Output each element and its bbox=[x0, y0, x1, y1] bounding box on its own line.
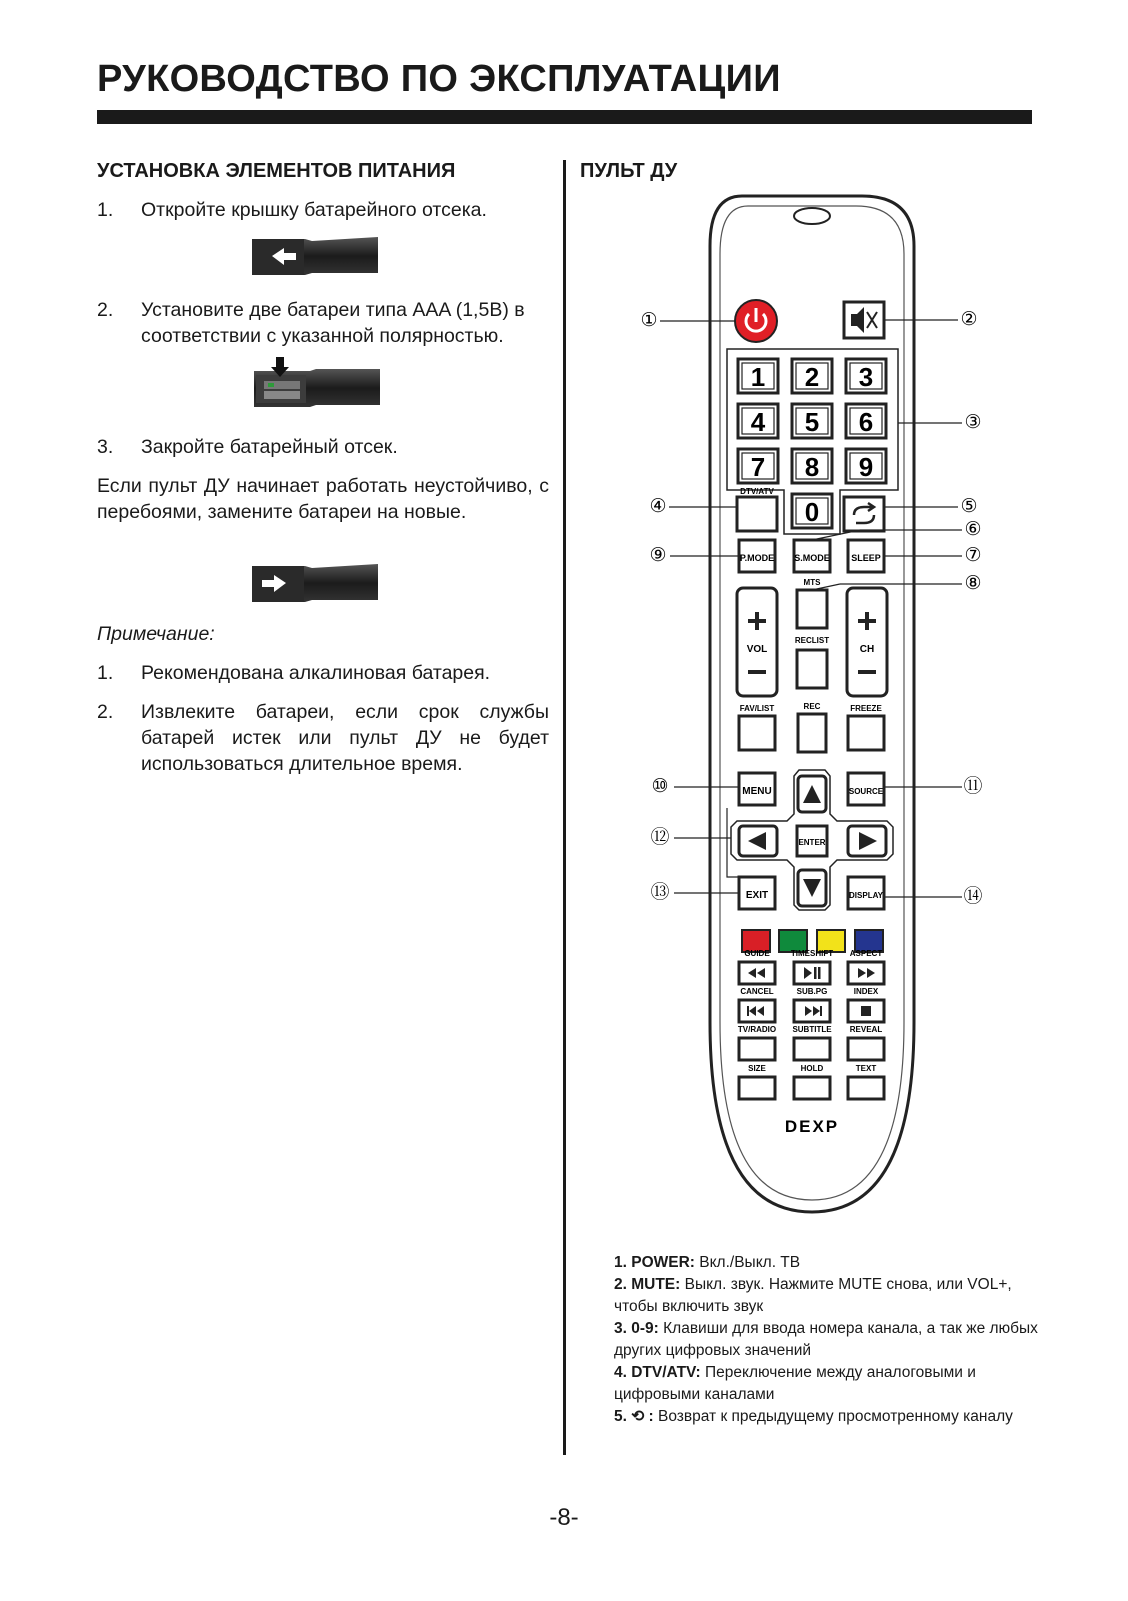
return-button bbox=[844, 497, 884, 531]
step-text: Закройте батарейный отсек. bbox=[141, 436, 398, 458]
vol-rocker bbox=[737, 588, 777, 696]
exit-label: EXIT bbox=[745, 890, 769, 901]
callout-1: ① bbox=[640, 310, 658, 331]
battery-cover-open-image bbox=[250, 235, 380, 277]
note-text: Рекомендована алкалиновая батарея. bbox=[141, 662, 491, 684]
tv-radio-button bbox=[739, 1038, 775, 1060]
hold-button bbox=[794, 1077, 830, 1099]
enter-label: ENTER bbox=[798, 838, 826, 847]
digit-1-label: 1 bbox=[750, 362, 766, 392]
size-button bbox=[739, 1077, 775, 1099]
tv-radio-label: TV/RADIO bbox=[737, 1025, 777, 1034]
cancel-label: CANCEL bbox=[740, 987, 774, 996]
digit-7-label: 7 bbox=[750, 452, 766, 482]
callout-13: ⑬ bbox=[650, 882, 670, 903]
description-item bbox=[614, 1274, 1054, 1318]
aspect-label: ASPECT bbox=[849, 949, 883, 958]
reveal-label: REVEAL bbox=[849, 1025, 883, 1034]
subtitle-button bbox=[794, 1038, 830, 1060]
digit-2-label: 2 bbox=[804, 362, 820, 392]
battery-heading: УСТАНОВКА ЭЛЕМЕНТОВ ПИТАНИЯ bbox=[97, 160, 456, 182]
digit-4-label: 4 bbox=[750, 407, 766, 437]
subtitle-label: SUBTITLE bbox=[792, 1025, 832, 1034]
display-label: DISPLAY bbox=[849, 891, 883, 900]
mts-label: MTS bbox=[803, 578, 821, 587]
digit-3-label: 3 bbox=[858, 362, 874, 392]
remote-diagram bbox=[620, 190, 1000, 1230]
battery-cover-close-image bbox=[250, 562, 380, 604]
description-key: 4. DTV/ATV: bbox=[614, 1364, 701, 1381]
pmode-label: P.MODE bbox=[739, 553, 775, 563]
size-label: SIZE bbox=[748, 1064, 766, 1073]
sub-pg-label: SUB.PG bbox=[796, 987, 828, 996]
digit-6-label: 6 bbox=[858, 407, 874, 437]
callout-11: ⑪ bbox=[963, 776, 983, 797]
callout-4: ④ bbox=[649, 496, 667, 517]
dtv-atv-button bbox=[737, 497, 777, 531]
title-rule bbox=[97, 110, 1032, 124]
freeze-label: FREEZE bbox=[850, 704, 882, 713]
callout-3: ③ bbox=[964, 412, 982, 433]
description-text: Переключение между аналоговыми и цифровыми каналами bbox=[614, 1364, 976, 1403]
text-label: TEXT bbox=[855, 1064, 877, 1073]
page-number: -8- bbox=[549, 1504, 579, 1531]
description-key: 3. 0-9: bbox=[614, 1320, 659, 1337]
step-text: Откройте крышку батарейного отсека. bbox=[141, 199, 487, 221]
description-item bbox=[614, 1362, 1054, 1406]
battery-paragraph: Если пульт ДУ начинает работать неустойчиво, с перебоями, замените батареи на новые. bbox=[97, 475, 549, 523]
callout-7: ⑦ bbox=[964, 545, 982, 566]
description-key: 1. POWER: bbox=[614, 1254, 695, 1271]
stop-icon bbox=[861, 1006, 871, 1016]
digit-5-label: 5 bbox=[804, 407, 820, 437]
text-button bbox=[848, 1077, 884, 1099]
key-descriptions bbox=[614, 1252, 1054, 1428]
description-key: 2. MUTE: bbox=[614, 1276, 681, 1293]
description-item bbox=[614, 1318, 1054, 1362]
menu-label: MENU bbox=[742, 786, 772, 797]
source-label: SOURCE bbox=[848, 787, 884, 796]
vol-label: VOL bbox=[746, 644, 768, 655]
callout-2: ② bbox=[960, 309, 978, 330]
ch-rocker bbox=[847, 588, 887, 696]
digit-9-label: 9 bbox=[858, 452, 874, 482]
callout-14: ⑭ bbox=[963, 886, 983, 907]
freeze-button bbox=[848, 716, 884, 750]
callout-6: ⑥ bbox=[964, 519, 982, 540]
digit-8-label: 8 bbox=[804, 452, 820, 482]
index-label: INDEX bbox=[853, 987, 879, 996]
page-title: РУКОВОДСТВО ПО ЭКСПЛУАТАЦИИ bbox=[97, 58, 781, 100]
remote-heading: ПУЛЬТ ДУ bbox=[580, 160, 678, 182]
reclist-button bbox=[797, 650, 827, 688]
description-text: Возврат к предыдущему просмотренному каналу bbox=[653, 1408, 1013, 1425]
description-key: 5. ⟲ : bbox=[614, 1408, 654, 1425]
ch-label: CH bbox=[859, 644, 875, 655]
ir-window bbox=[794, 208, 830, 224]
description-item bbox=[614, 1406, 1054, 1428]
fav-list-label: FAV/LIST bbox=[739, 704, 775, 713]
step-number: 1. bbox=[97, 199, 114, 221]
note-label: Примечание: bbox=[97, 623, 215, 645]
guide-label: GUIDE bbox=[744, 949, 770, 958]
callout-12: ⑫ bbox=[650, 827, 670, 848]
digit-0-label: 0 bbox=[804, 497, 820, 527]
callout-9: ⑨ bbox=[649, 545, 667, 566]
reveal-button bbox=[848, 1038, 884, 1060]
step-number: 2. bbox=[97, 299, 114, 321]
description-text: Клавиши для ввода номера канала, а так же любых других цифровых значений bbox=[614, 1320, 1038, 1359]
note-number: 1. bbox=[97, 662, 114, 684]
rec-button bbox=[798, 714, 826, 752]
fav-list-button bbox=[739, 716, 775, 750]
description-item bbox=[614, 1252, 1054, 1274]
hold-label: HOLD bbox=[800, 1064, 824, 1073]
rec-label: REC bbox=[803, 702, 821, 711]
note-number: 2. bbox=[97, 701, 114, 723]
brand-logo: DEXP bbox=[784, 1117, 840, 1136]
callout-5: ⑤ bbox=[960, 496, 978, 517]
timeshift-label: TIMESHIFT bbox=[790, 949, 834, 958]
description-text: Выкл. звук. Нажмите MUTE снова, или VOL+, чтобы включить звук bbox=[614, 1276, 1012, 1315]
dtv-atv-label: DTV/ATV bbox=[740, 487, 774, 496]
description-text: Вкл./Выкл. ТВ bbox=[694, 1254, 801, 1271]
reclist-label: RECLIST bbox=[794, 636, 830, 645]
note-text: Извлеките батареи, если срок службы батарей истек или пульт ДУ не будет использоваться длительное время. bbox=[141, 701, 549, 775]
callout-8: ⑧ bbox=[964, 573, 982, 594]
mts-button bbox=[797, 590, 827, 628]
battery-insert-image bbox=[250, 357, 382, 409]
smode-label: S.MODE bbox=[794, 553, 830, 563]
callout-10: ⑩ bbox=[651, 776, 669, 797]
step-text: Установите две батареи типа AAA (1,5В) в соответствии с указанной полярностью. bbox=[141, 299, 525, 347]
sleep-label: SLEEP bbox=[851, 553, 881, 563]
step-number: 3. bbox=[97, 436, 114, 458]
column-divider bbox=[563, 160, 566, 1455]
